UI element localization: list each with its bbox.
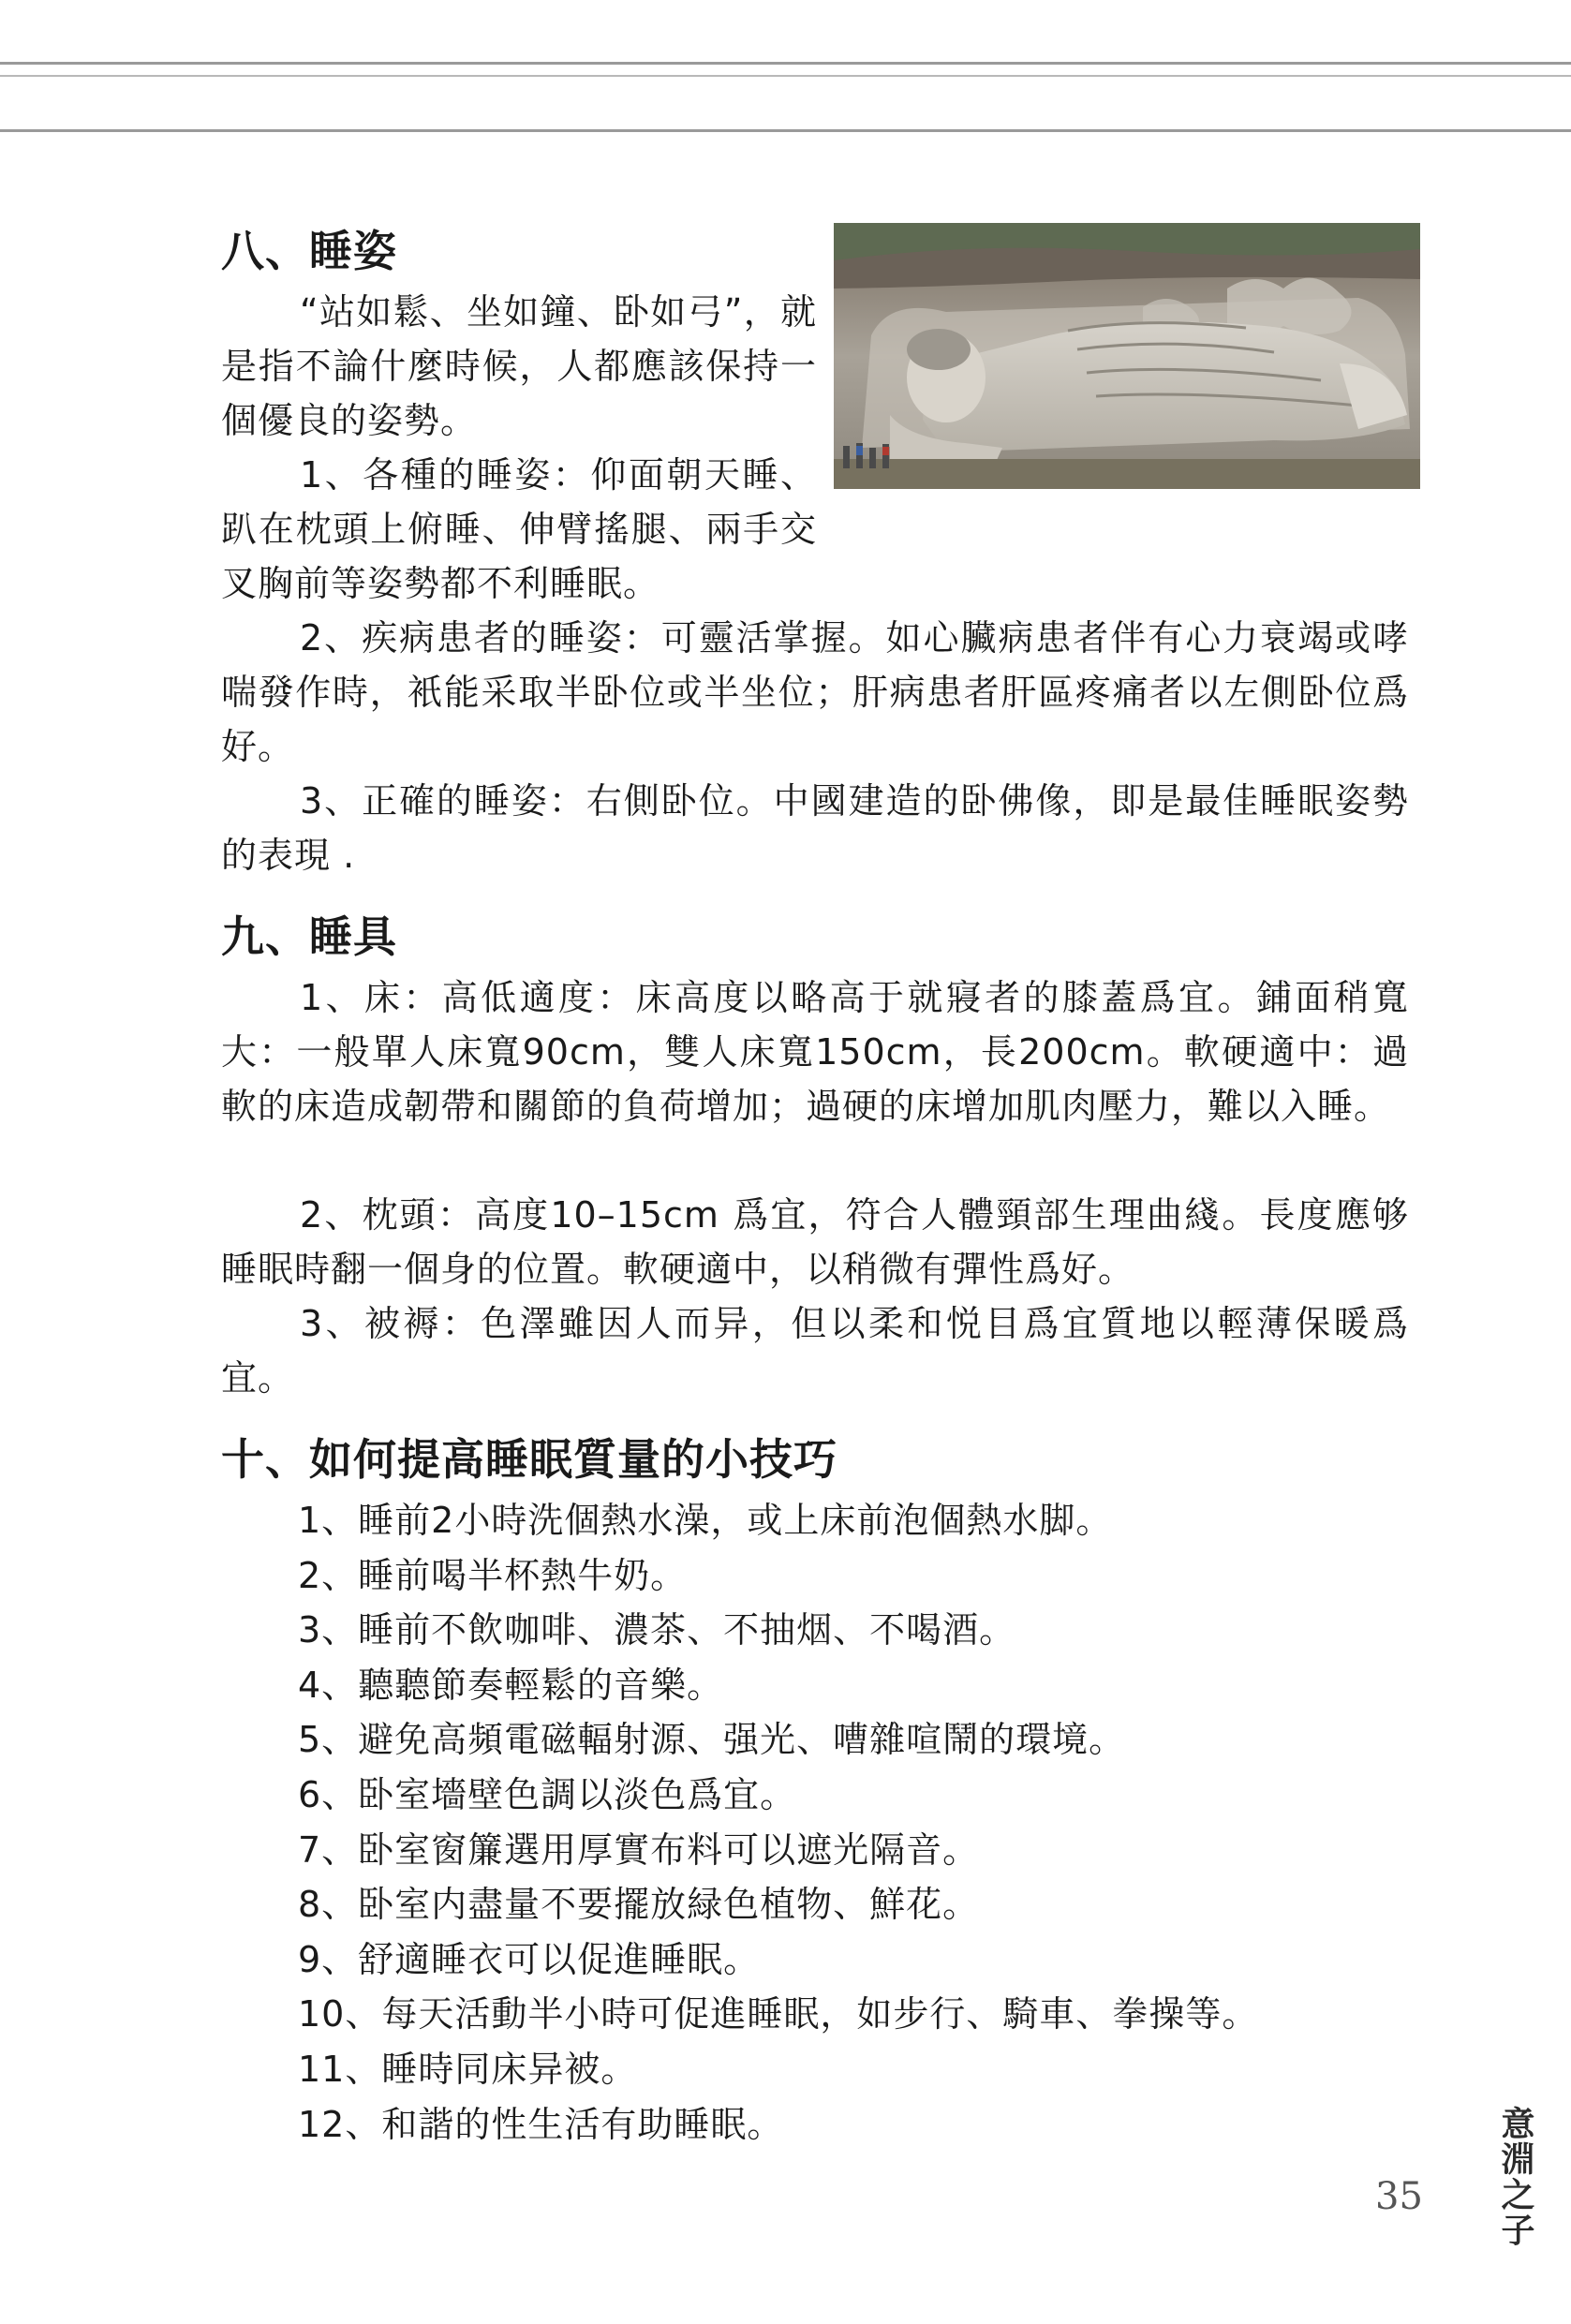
list-item: 8、卧室内盡量不要擺放緑色植物、鮮花。 bbox=[298, 1884, 980, 1926]
page-number: 35 bbox=[1375, 2175, 1423, 2218]
header-rule-middle bbox=[0, 75, 1571, 77]
list-item: 1、睡前2小時洗個熱水澡，或上床前泡個熱水脚。 bbox=[298, 1500, 1113, 1541]
paragraph-posture-patients: 2、疾病患者的睡姿：可靈活掌握。如心臟病患者伴有心力衰竭或哮喘發作時，衹能采取半卧位或半坐位；肝病患者肝區疼痛者以左側卧位爲好。 bbox=[221, 617, 1409, 767]
paragraph-posture-types: 1、各種的睡姿：仰面朝天睡、趴在枕頭上俯睡、伸臂搖腿、兩手交叉胸前等姿勢都不利睡眠。 bbox=[221, 454, 817, 604]
section-heading-bedding: 九、睡具 bbox=[221, 911, 397, 962]
header-rule-bottom bbox=[0, 129, 1571, 132]
list-item: 3、睡前不飲咖啡、濃茶、不抽烟、不喝酒。 bbox=[298, 1609, 1016, 1651]
sleep-tips-list bbox=[298, 1493, 1258, 2152]
list-item: 10、每天活動半小時可促進睡眠，如步行、騎車、拳操等。 bbox=[298, 1993, 1259, 2035]
paragraph-pillow: 2、枕頭：高度10–15cm 爲宜，符合人體頸部生理曲綫。長度應够睡眠時翻一個身的位置。軟硬適中，以稍微有彈性爲好。 bbox=[221, 1194, 1409, 1290]
list-item: 7、卧室窗簾選用厚實布料可以遮光隔音。 bbox=[298, 1828, 980, 1871]
list-item: 12、和諧的性生活有助睡眠。 bbox=[298, 2103, 784, 2145]
running-title: 意淵之子 bbox=[1496, 2106, 1534, 2248]
list-item: 6、卧室墻壁色調以淡色爲宜。 bbox=[298, 1773, 797, 1815]
paragraph-quilt: 3、被褥：色澤雖因人而异，但以柔和悦目爲宜質地以輕薄保暖爲宜。 bbox=[221, 1303, 1409, 1399]
reclining-buddha-photo bbox=[834, 223, 1420, 489]
paragraph-posture-correct: 3、正確的睡姿：右側卧位。中國建造的卧佛像，即是最佳睡眠姿勢的表現 . bbox=[221, 780, 1409, 876]
list-item: 5、避免高頻電磁輻射源、强光、嘈雜喧鬧的環境。 bbox=[298, 1719, 1126, 1761]
paragraph-bed: 1、床：高低適度：床高度以略高于就寢者的膝蓋爲宜。鋪面稍寬大：一般單人床寬90cm，雙人床寬150cm，長200cm。軟硬適中：過軟的床造成韌帶和關節的負荷增加；過硬的床增加肌肉壓力，難以入睡。 bbox=[221, 977, 1409, 1127]
paragraph-posture-intro: “站如鬆、坐如鐘、卧如弓”，就是指不論什麼時候，人都應該保持一個優良的姿勢。 bbox=[221, 291, 817, 441]
list-item: 9、舒適睡衣可以促進睡眠。 bbox=[298, 1938, 761, 1980]
header-rule-top bbox=[0, 62, 1571, 65]
section-heading-sleep-tips: 十、如何提高睡眠質量的小技巧 bbox=[221, 1434, 837, 1485]
section-heading-sleep-posture: 八、睡姿 bbox=[221, 226, 397, 276]
list-item: 2、睡前喝半杯熱牛奶。 bbox=[298, 1554, 688, 1596]
list-item: 11、睡時同床异被。 bbox=[298, 2048, 638, 2090]
list-item: 4、聽聽節奏輕鬆的音樂。 bbox=[298, 1664, 724, 1706]
